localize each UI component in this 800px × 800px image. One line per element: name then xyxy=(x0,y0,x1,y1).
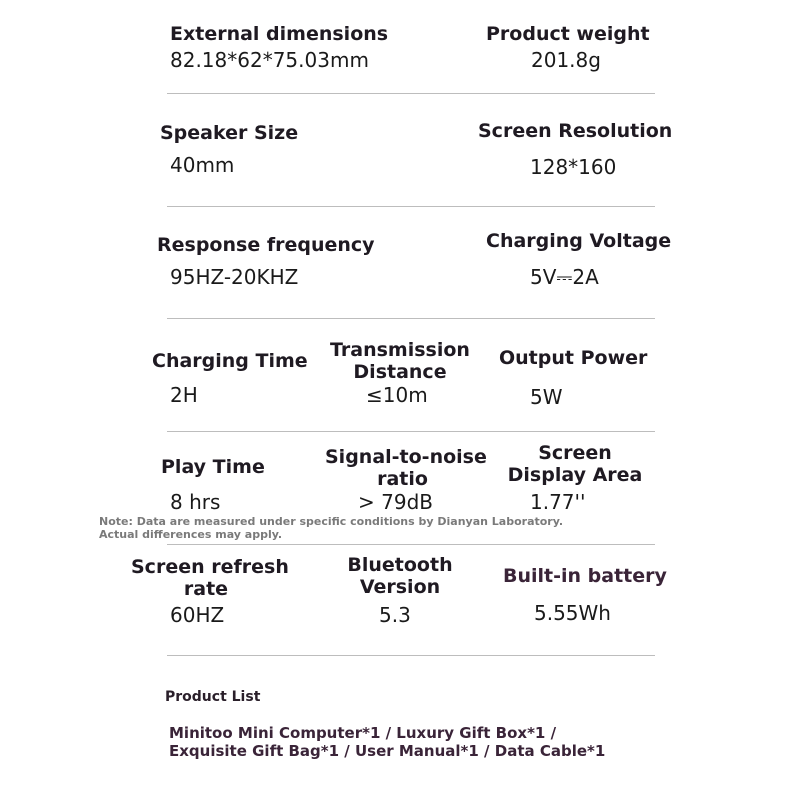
built-in-battery-label: Built-in battery xyxy=(503,565,667,587)
response-frequency-value: 95HZ-20KHZ xyxy=(170,265,299,289)
screen-refresh-rate-value: 60HZ xyxy=(170,603,225,627)
built-in-battery-value: 5.55Wh xyxy=(534,601,611,625)
play-time-label: Play Time xyxy=(161,456,265,478)
product-weight-value: 201.8g xyxy=(531,48,601,72)
external-dimensions-label: External dimensions xyxy=(170,23,389,45)
product-list-line1: Minitoo Mini Computer*1 / Luxury Gift Box*1 / xyxy=(169,724,557,742)
signal-to-noise-label xyxy=(325,446,487,490)
bluetooth-version-label-line2: Version xyxy=(359,576,441,598)
bluetooth-version-value: 5.3 xyxy=(379,603,411,627)
product-list-line2: Exquisite Gift Bag*1 / User Manual*1 / Data Cable*1 xyxy=(169,742,606,760)
charging-time-label: Charging Time xyxy=(152,350,308,372)
signal-to-noise-label-line1: Signal-to-noise xyxy=(325,446,487,468)
screen-display-area-value: 1.77'' xyxy=(530,490,586,514)
speaker-size-value: 40mm xyxy=(170,153,235,177)
divider xyxy=(167,655,655,656)
product-list-items xyxy=(169,724,605,760)
charging-voltage-value: 5V⎓2A xyxy=(530,265,599,289)
divider xyxy=(167,544,655,545)
bluetooth-version-label-line1: Bluetooth xyxy=(347,554,453,576)
product-list-title: Product List xyxy=(165,689,261,705)
divider xyxy=(167,431,655,432)
measurement-note xyxy=(99,515,563,541)
charging-time-value: 2H xyxy=(170,383,198,407)
note-line1: Note: Data are measured under specific conditions by Dianyan Laboratory. xyxy=(99,515,564,528)
signal-to-noise-label-line2: ratio xyxy=(377,468,428,490)
output-power-label: Output Power xyxy=(499,347,648,369)
divider xyxy=(167,93,655,94)
divider xyxy=(167,318,655,319)
transmission-distance-label-line1: Transmission xyxy=(330,339,470,361)
bluetooth-version-label xyxy=(335,554,465,598)
note-line2: Actual differences may apply. xyxy=(99,528,283,541)
external-dimensions-value: 82.18*62*75.03mm xyxy=(170,48,369,72)
charging-voltage-label: Charging Voltage xyxy=(486,230,672,252)
output-power-value: 5W xyxy=(530,385,563,409)
play-time-value: 8 hrs xyxy=(170,490,221,514)
divider xyxy=(167,206,655,207)
speaker-size-label: Speaker Size xyxy=(160,122,299,144)
product-weight-label: Product weight xyxy=(486,23,650,45)
screen-refresh-rate-label-line2: rate xyxy=(183,578,229,600)
screen-display-area-label xyxy=(505,442,645,486)
screen-refresh-rate-label-line1: Screen refresh xyxy=(131,556,289,578)
response-frequency-label: Response frequency xyxy=(157,234,375,256)
screen-display-area-label-line1: Screen xyxy=(538,442,612,464)
transmission-distance-value: ≤10m xyxy=(366,383,428,407)
screen-display-area-label-line2: Display Area xyxy=(507,464,643,486)
transmission-distance-label-line2: Distance xyxy=(353,361,447,383)
screen-resolution-value: 128*160 xyxy=(530,155,617,179)
screen-resolution-label: Screen Resolution xyxy=(478,120,673,142)
transmission-distance-label xyxy=(330,339,470,383)
screen-refresh-rate-label xyxy=(131,556,289,600)
signal-to-noise-value: > 79dB xyxy=(358,490,433,514)
